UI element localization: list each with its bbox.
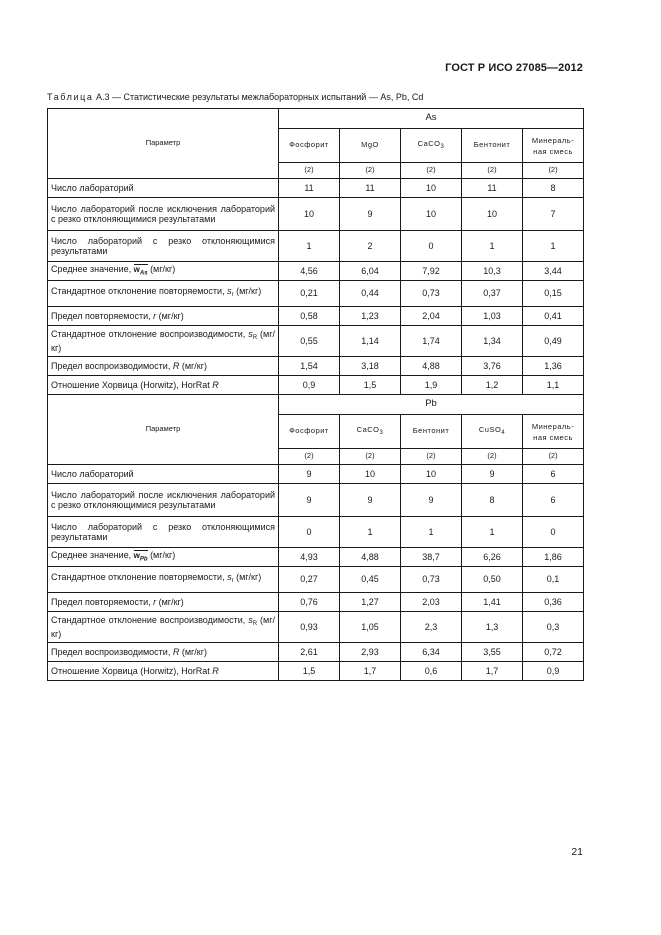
column-header [523,129,584,163]
row-label-text: Предел повторяемости, [51,596,154,607]
table-row [48,376,584,395]
table-row [48,357,584,376]
value-cell: 7 [523,198,584,231]
row-label [48,643,279,662]
value-cell: 4,88 [340,548,401,567]
column-header [401,129,462,163]
value-cell: 9 [401,484,462,517]
note-marker: (2) [401,449,462,465]
table-caption [47,92,423,102]
column-header [340,129,401,163]
column-label: Фосфорит [289,426,329,436]
value-cell: 1,9 [401,376,462,395]
row-unit: (мг/кг) [179,646,208,657]
value-cell: 0,44 [340,281,401,307]
row-label-text: Число лабораторий [51,182,134,193]
value-cell: 4,93 [279,548,340,567]
value-cell: 1,27 [340,593,401,612]
row-label [48,262,279,281]
value-cell: 11 [279,179,340,198]
row-label-text: Отношение Хорвица (Horwitz), HorRat [51,665,213,676]
value-cell: 1,41 [462,593,523,612]
row-label [48,465,279,484]
value-cell: 10,3 [462,262,523,281]
column-header [340,415,401,449]
value-cell: 9 [279,465,340,484]
mean-symbol-subscript: Pb [139,556,148,563]
value-cell: 8 [523,179,584,198]
value-cell: 2,93 [340,643,401,662]
formula-subscript: 3 [379,429,384,436]
column-header [462,129,523,163]
table-row [48,593,584,612]
value-cell: 3,55 [462,643,523,662]
value-cell: 1,1 [523,376,584,395]
value-cell: 3,44 [523,262,584,281]
table-row [48,484,584,517]
row-label-text: Число лабораторий после исключения лабораторий с резко отклоняющимися результатами [51,203,275,224]
value-cell: 1,14 [340,326,401,357]
row-label [48,307,279,326]
value-cell: 0,93 [279,612,340,643]
value-cell: 3,76 [462,357,523,376]
note-marker: (2) [462,449,523,465]
value-cell: 9 [279,484,340,517]
row-symbol: s [227,572,232,583]
row-label [48,179,279,198]
value-cell: 2,04 [401,307,462,326]
table-row [48,231,584,262]
element-header: Pb [279,395,584,415]
value-cell: 0 [279,517,340,548]
value-cell: 1,5 [279,662,340,681]
table-row [48,262,584,281]
row-symbol-subscript: R [252,334,258,341]
column-label: MgO [361,140,379,150]
value-cell: 1,5 [340,376,401,395]
value-cell: 1,74 [401,326,462,357]
caption-text: А.3 — Статистические результаты межлабораторных испытаний — As, Pb, Cd [93,92,424,102]
value-cell: 1,23 [340,307,401,326]
value-cell: 1 [340,517,401,548]
value-cell: 8 [462,484,523,517]
note-marker: (2) [462,163,523,179]
row-label [48,567,279,593]
note-marker: (2) [523,449,584,465]
value-cell: 0,21 [279,281,340,307]
table-row [48,643,584,662]
value-cell: 9 [340,484,401,517]
note-marker: (2) [340,163,401,179]
value-cell: 0,1 [523,567,584,593]
row-symbol: R [212,379,219,390]
value-cell: 0 [523,517,584,548]
value-cell: 0,50 [462,567,523,593]
note-marker: (2) [523,163,584,179]
section-header-row [48,395,584,415]
value-cell: 6 [523,465,584,484]
value-cell: 1,54 [279,357,340,376]
value-cell: 10 [401,198,462,231]
value-cell: 0,41 [523,307,584,326]
row-label-text: Стандартное отклонение повторяемости, [51,572,228,583]
value-cell: 1 [462,517,523,548]
row-label [48,484,279,517]
table-row [48,567,584,593]
table-row [48,662,584,681]
column-label: Минераль- ная смесь [531,421,575,442]
row-symbol: R [172,646,180,657]
value-cell: 1,7 [462,662,523,681]
value-cell: 1 [279,231,340,262]
value-cell: 1,05 [340,612,401,643]
value-cell: 0,73 [401,567,462,593]
mean-symbol [134,550,148,565]
value-cell: 0,45 [340,567,401,593]
value-cell: 0,72 [523,643,584,662]
column-label: Бентонит [412,426,450,436]
row-unit: (мг/кг) [51,614,275,639]
page-number: 21 [571,846,583,858]
param-header: Параметр [48,109,279,179]
value-cell: 4,56 [279,262,340,281]
caption-prefix: Таблица [47,92,94,102]
table-row [48,517,584,548]
value-cell: 4,88 [401,357,462,376]
table-row [48,465,584,484]
value-cell: 3,18 [340,357,401,376]
value-cell: 0,36 [523,593,584,612]
mean-symbol [134,264,148,279]
value-cell: 1 [462,231,523,262]
row-label [48,281,279,307]
row-label-text: Отношение Хорвица (Horwitz), HorRat [51,379,213,390]
row-unit: (мг/кг) [156,596,184,607]
value-cell: 1,3 [462,612,523,643]
row-symbol: R [172,360,180,371]
value-cell: 10 [401,465,462,484]
standard-id: ГОСТ Р ИСО 27085—2012 [445,62,583,74]
value-cell: 0,55 [279,326,340,357]
row-symbol: s [227,286,232,297]
value-cell: 2,61 [279,643,340,662]
element-header: As [279,109,584,129]
row-label-text: Число лабораторий с резко отклоняющимися результатами [51,235,275,256]
row-label-text: Предел воспроизводимости, [51,646,173,657]
row-symbol: s [248,614,253,625]
statistics-table [47,108,584,681]
row-label [48,357,279,376]
row-label-text: Стандартное отклонение воспроизводимости, [51,614,249,625]
table-row [48,281,584,307]
value-cell: 10 [340,465,401,484]
value-cell: 1,36 [523,357,584,376]
column-label: Бентонит [473,140,511,150]
mean-symbol-letter: w [133,550,140,560]
row-symbol-subscript: r [231,292,234,299]
row-label [48,517,279,548]
value-cell: 0,58 [279,307,340,326]
column-header [279,415,340,449]
value-cell: 0,15 [523,281,584,307]
row-label-text: Число лабораторий с резко отклоняющимися результатами [51,521,275,542]
row-label [48,231,279,262]
value-cell: 0,76 [279,593,340,612]
row-unit: (мг/кг) [147,263,176,274]
value-cell: 1,03 [462,307,523,326]
formula-subscript: 3 [440,143,445,150]
mean-symbol-subscript: As [139,270,148,277]
section-header-row [48,109,584,129]
column-header [401,415,462,449]
value-cell: 0,37 [462,281,523,307]
note-marker: (2) [279,449,340,465]
value-cell: 6,04 [340,262,401,281]
value-cell: 0,3 [523,612,584,643]
row-label-text: Стандартное отклонение воспроизводимости, [51,328,249,339]
mean-symbol-letter: w [133,264,140,274]
row-label [48,612,279,643]
row-unit: (мг/кг) [51,328,275,353]
table-row [48,198,584,231]
value-cell: 1 [523,231,584,262]
value-cell: 1,7 [340,662,401,681]
row-label-text: Предел повторяемости, [51,310,154,321]
row-label-text: Число лабораторий [51,468,134,479]
column-header [523,415,584,449]
row-label [48,326,279,357]
value-cell: 2,03 [401,593,462,612]
row-label-text: Среднее значение, [51,263,134,274]
row-label [48,662,279,681]
table-row [48,307,584,326]
row-symbol-subscript: R [252,620,258,627]
table-row [48,548,584,567]
note-marker: (2) [279,163,340,179]
value-cell: 1,86 [523,548,584,567]
row-label-text: Среднее значение, [51,549,134,560]
row-label-text: Стандартное отклонение повторяемости, [51,286,228,297]
value-cell: 0,73 [401,281,462,307]
table-row [48,612,584,643]
value-cell: 6,34 [401,643,462,662]
column-header [279,129,340,163]
column-label: Минераль- ная смесь [531,135,575,156]
note-marker: (2) [401,163,462,179]
row-label [48,376,279,395]
note-marker: (2) [340,449,401,465]
row-label-text: Число лабораторий после исключения лабораторий с резко отклоняющимися результатами [51,489,275,510]
row-unit: (мг/кг) [147,549,176,560]
row-symbol-subscript: r [231,578,234,585]
value-cell: 7,92 [401,262,462,281]
row-symbol: s [248,328,253,339]
value-cell: 0 [401,231,462,262]
value-cell: 1 [401,517,462,548]
value-cell: 10 [401,179,462,198]
value-cell: 0,9 [523,662,584,681]
row-unit: (мг/кг) [179,360,208,371]
value-cell: 9 [340,198,401,231]
row-label [48,198,279,231]
value-cell: 9 [462,465,523,484]
row-symbol: R [212,665,219,676]
param-header: Параметр [48,395,279,465]
formula-subscript: 4 [501,429,506,436]
value-cell: 10 [279,198,340,231]
value-cell: 1,34 [462,326,523,357]
value-cell: 10 [462,198,523,231]
row-label-text: Предел воспроизводимости, [51,360,173,371]
value-cell: 2,3 [401,612,462,643]
value-cell: 11 [340,179,401,198]
column-label: Фосфорит [289,140,329,150]
row-symbol: r [153,310,157,321]
value-cell: 38,7 [401,548,462,567]
row-label [48,548,279,567]
value-cell: 0,27 [279,567,340,593]
table-row [48,326,584,357]
row-symbol: r [153,596,157,607]
row-unit: (мг/кг) [233,286,262,297]
value-cell: 6,26 [462,548,523,567]
row-unit: (мг/кг) [233,572,262,583]
value-cell: 2 [340,231,401,262]
row-label [48,593,279,612]
column-header [462,415,523,449]
value-cell: 11 [462,179,523,198]
table-row [48,179,584,198]
column-label: CaCO [356,424,380,434]
value-cell: 0,6 [401,662,462,681]
value-cell: 6 [523,484,584,517]
column-label: CaCO [417,138,441,148]
column-label: CuSO [478,424,502,434]
value-cell: 0,49 [523,326,584,357]
row-unit: (мг/кг) [156,310,184,321]
value-cell: 0,9 [279,376,340,395]
value-cell: 1,2 [462,376,523,395]
